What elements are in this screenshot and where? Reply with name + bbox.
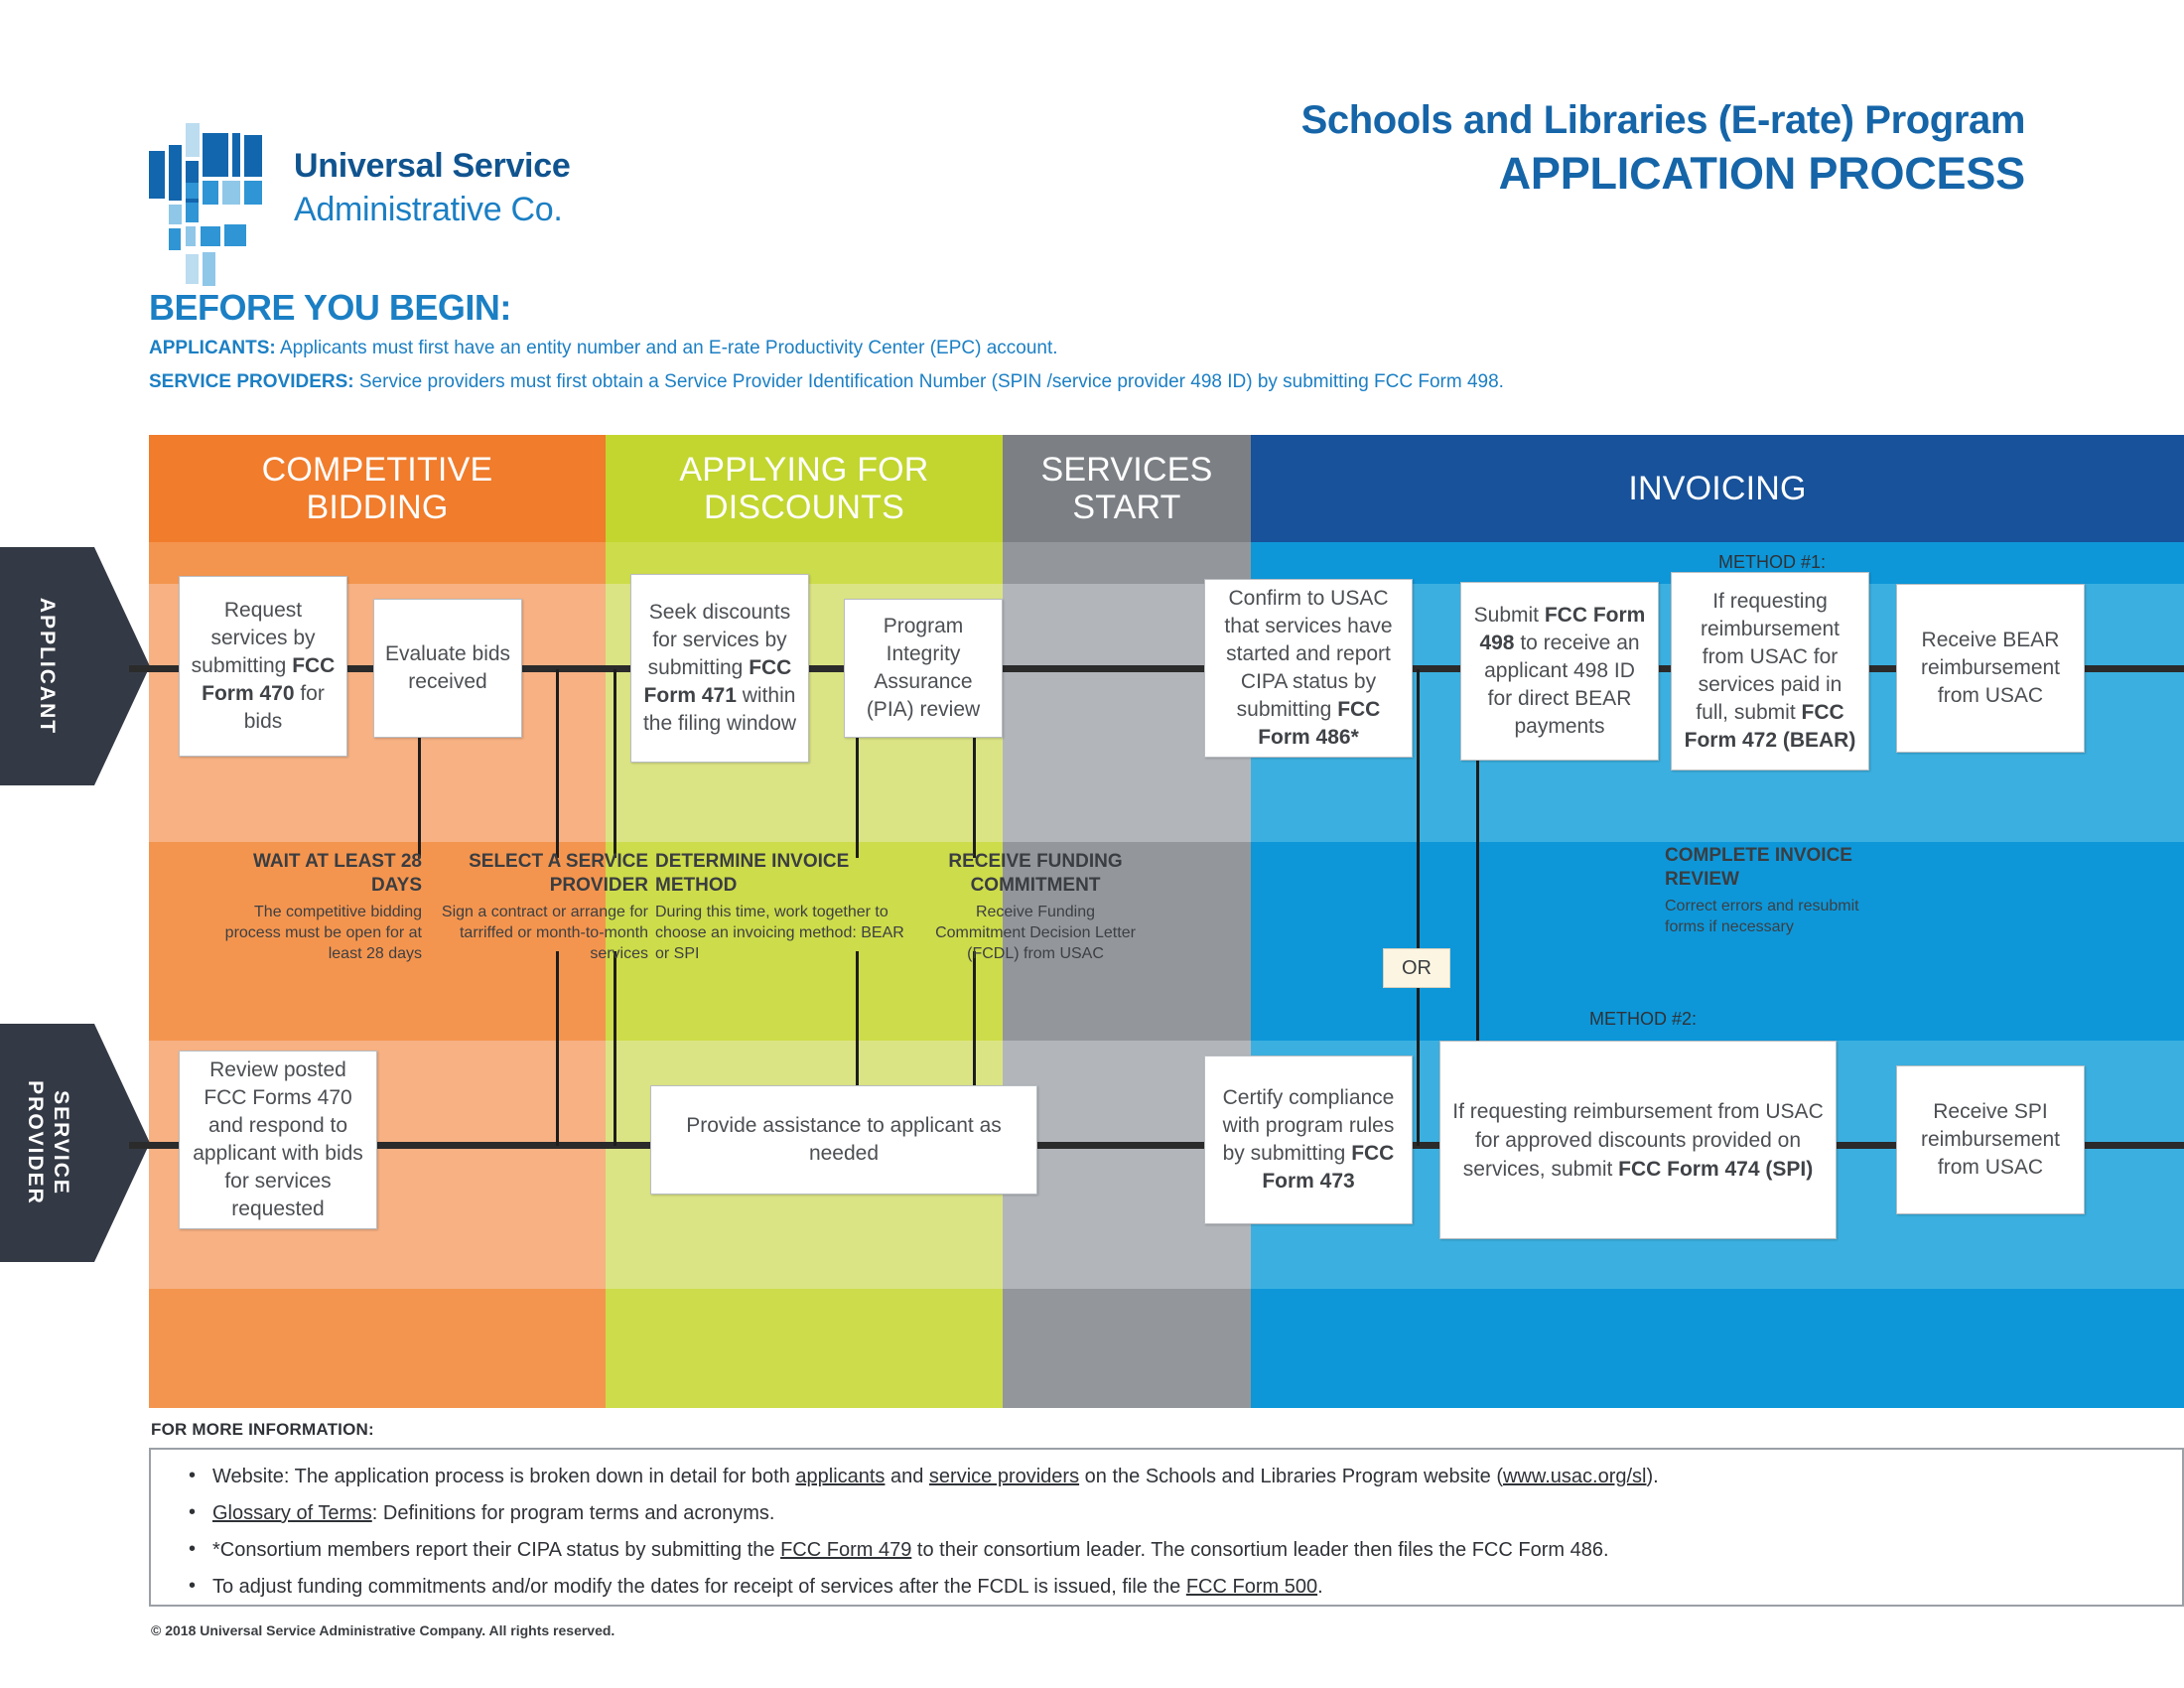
form-name: FCC Form 471 bbox=[643, 656, 792, 707]
box-text: Receive SPI reimbursement from USAC bbox=[1920, 1100, 2061, 1179]
flow-box-provider-form473[interactable] bbox=[1204, 1055, 1413, 1224]
form-name: FCC Form 472 (BEAR) bbox=[1684, 701, 1856, 752]
box-text: Seek discounts for services by submitting FCC Form 471 within the filing window bbox=[642, 601, 797, 735]
flow-connector-vertical bbox=[556, 951, 559, 1146]
phase-header-invoicing bbox=[1251, 435, 2184, 542]
process-note-invrev bbox=[1665, 844, 1863, 937]
or-connector-badge: OR bbox=[1383, 948, 1450, 988]
flow-box-applicant-form471[interactable] bbox=[630, 574, 809, 763]
before-you-begin-heading: BEFORE YOU BEGIN: bbox=[149, 287, 511, 328]
logo-line-1: Universal Service bbox=[294, 147, 571, 185]
lane-arrow-service-provider bbox=[0, 1024, 94, 1262]
logo-tile bbox=[224, 224, 246, 246]
process-note-invmeth bbox=[655, 850, 913, 964]
flow-box-applicant-evaluate[interactable] bbox=[373, 599, 522, 738]
phase-header-applying bbox=[606, 435, 1003, 542]
flow-connector-horizontal bbox=[129, 1142, 2184, 1149]
flow-connector-vertical bbox=[1417, 852, 1420, 1146]
more-info-item-4[interactable]: • To adjust funding commitments and/or modify the dates for receipt of services after the FCDL is issued, file the FCC Form 500. bbox=[151, 1574, 2182, 1600]
note-body: During this time, work together to choose an invoicing method: BEAR or SPI bbox=[655, 904, 904, 962]
process-flow-chart bbox=[149, 435, 2184, 1408]
lane-label-text: APPLICANT bbox=[36, 597, 60, 736]
lane-arrow-applicant bbox=[0, 547, 94, 785]
logo-tile bbox=[186, 183, 199, 199]
method-1-label: METHOD #1: bbox=[1717, 552, 1827, 572]
logo-tile bbox=[201, 226, 220, 246]
providers-prereq bbox=[149, 367, 1504, 397]
column-band bbox=[1251, 1289, 2184, 1408]
usac-logo-text bbox=[294, 144, 570, 231]
title-subtitle: Schools and Libraries (E-rate) Program bbox=[1300, 98, 2025, 142]
phase-title-line1: SERVICES bbox=[1040, 451, 1213, 489]
logo-tile bbox=[232, 133, 240, 177]
logo-tile bbox=[186, 254, 199, 284]
box-text: Provide assistance to applicant as needed bbox=[686, 1114, 1002, 1165]
column-band bbox=[1003, 1289, 1251, 1408]
phase-title-line2: DISCOUNTS bbox=[703, 489, 905, 526]
process-note-wait28 bbox=[208, 850, 422, 964]
logo-tile bbox=[244, 181, 262, 205]
page-header bbox=[0, 0, 2184, 288]
box-text: If requesting reimbursement from USAC for services paid in full, submit FCC Form 472 (BEAR) bbox=[1684, 590, 1856, 752]
flow-connector-vertical bbox=[614, 669, 616, 858]
copyright-notice: © 2018 Universal Service Administrative Company. All rights reserved. bbox=[151, 1622, 615, 1638]
title-main: APPLICATION PROCESS bbox=[1498, 148, 2025, 199]
flow-box-applicant-bear_rcv[interactable] bbox=[1896, 584, 2085, 753]
more-info-box bbox=[149, 1448, 2184, 1607]
note-heading: RECEIVE FUNDING COMMITMENT bbox=[948, 851, 1123, 896]
note-heading: WAIT AT LEAST 28 DAYS bbox=[253, 851, 422, 896]
before-you-begin-section bbox=[149, 286, 1504, 397]
flow-box-applicant-form498[interactable] bbox=[1460, 582, 1659, 761]
phase-title-line1: INVOICING bbox=[1628, 470, 1807, 507]
flow-box-provider-spi_rcv[interactable] bbox=[1896, 1065, 2085, 1214]
flow-box-provider-assist[interactable] bbox=[650, 1085, 1037, 1195]
lane-label bbox=[0, 547, 94, 785]
logo-tile bbox=[203, 181, 218, 205]
note-body: The competitive bidding process must be open for at least 28 days bbox=[224, 904, 422, 962]
column-band bbox=[1003, 542, 1251, 584]
note-body: Correct errors and resubmit forms if necessary bbox=[1665, 898, 1859, 935]
logo-tile bbox=[222, 181, 240, 205]
flow-box-applicant-form486[interactable] bbox=[1204, 579, 1413, 758]
more-info-list bbox=[151, 1464, 2182, 1600]
flow-box-applicant-form472[interactable] bbox=[1671, 572, 1869, 771]
logo-tile bbox=[169, 228, 181, 250]
logo-tile bbox=[169, 145, 182, 201]
phase-title-line1: APPLYING FOR bbox=[679, 451, 929, 489]
box-text: Evaluate bids received bbox=[384, 642, 511, 693]
method-2-label: METHOD #2: bbox=[1588, 1009, 1698, 1029]
more-info-item-3[interactable]: • *Consortium members report their CIPA status by submitting the FCC Form 479 to their consortium leader. The consortium leader then files the FCC Form 486. bbox=[151, 1537, 2182, 1563]
flow-connector-vertical bbox=[614, 951, 616, 1146]
flow-connector-vertical bbox=[1417, 669, 1420, 858]
note-heading: DETERMINE INVOICE METHOD bbox=[655, 851, 850, 896]
flow-box-applicant-form470[interactable] bbox=[179, 576, 347, 757]
form-name: FCC Form 474 (SPI) bbox=[1618, 1157, 1814, 1181]
logo-tile bbox=[186, 123, 200, 157]
column-band bbox=[149, 1289, 606, 1408]
box-text: If requesting reimbursement from USAC for approved discounts provided on services, submit FCC Form 474 (SPI) bbox=[1452, 1099, 1824, 1181]
process-note-selectsp bbox=[435, 850, 648, 964]
applicants-text: Applicants must first have an entity number and an E-rate Productivity Center (EPC) account. bbox=[275, 338, 1058, 358]
logo-tile bbox=[203, 252, 215, 286]
lane-label-text: SERVICE PROVIDER bbox=[23, 1080, 72, 1205]
phase-header-services bbox=[1003, 435, 1251, 542]
note-body: Receive Funding Commitment Decision Letter (FCDL) from USAC bbox=[935, 904, 1136, 962]
box-text: Review posted FCC Forms 470 and respond to applicant with bids for services requested bbox=[193, 1058, 363, 1220]
logo-tile bbox=[169, 205, 182, 224]
more-info-heading: FOR MORE INFORMATION: bbox=[151, 1420, 374, 1439]
box-text: Program Integrity Assurance (PIA) review bbox=[866, 615, 981, 721]
more-info-item-2[interactable]: • Glossary of Terms: Definitions for program terms and acronyms. bbox=[151, 1500, 2182, 1526]
flow-box-applicant-pia[interactable] bbox=[844, 599, 1003, 738]
phase-title-line2: BIDDING bbox=[306, 489, 449, 526]
logo-tile bbox=[149, 151, 165, 199]
phase-header-bidding bbox=[149, 435, 606, 542]
logo-line-2: Administrative Co. bbox=[294, 191, 563, 228]
flow-box-provider-form474[interactable] bbox=[1439, 1041, 1837, 1239]
box-text: Confirm to USAC that services have started and report CIPA status by submitting FCC Form 486* bbox=[1224, 587, 1393, 749]
note-heading: COMPLETE INVOICE REVIEW bbox=[1665, 845, 1852, 890]
form-name: FCC Form 486* bbox=[1258, 698, 1381, 749]
note-body: Sign a contract or arrange for tarriffed or month-to-month services bbox=[441, 904, 648, 962]
logo-tile bbox=[186, 203, 199, 222]
box-text: Certify compliance with program rules by submitting FCC Form 473 bbox=[1222, 1086, 1395, 1193]
logo-tile bbox=[186, 226, 196, 246]
box-text: Submit FCC Form 498 to receive an applicant 498 ID for direct BEAR payments bbox=[1473, 604, 1646, 738]
logo-tile bbox=[244, 135, 262, 177]
usac-logo-icon bbox=[149, 109, 278, 258]
box-text: Request services by submitting FCC Form 470 for bids bbox=[191, 599, 336, 733]
lane-label bbox=[0, 1024, 94, 1262]
providers-text: Service providers must first obtain a Service Provider Identification Number (SPIN /service provider 498 ID) by submitting FCC Form 498. bbox=[353, 371, 1504, 392]
form-name: FCC Form 470 bbox=[202, 654, 336, 705]
more-info-item-1[interactable]: • Website: The application process is broken down in detail for both applicants and service providers on the Schools and Libraries Program website (www.usac.org/sl). bbox=[151, 1464, 2182, 1489]
note-heading: SELECT A SERVICE PROVIDER bbox=[469, 851, 648, 896]
form-name: FCC Form 473 bbox=[1262, 1142, 1395, 1193]
applicants-label: APPLICANTS: bbox=[149, 338, 276, 358]
form-name: FCC Form 498 bbox=[1479, 604, 1646, 654]
phase-title-line1: COMPETITIVE bbox=[261, 451, 493, 489]
box-text: Receive BEAR reimbursement from USAC bbox=[1920, 629, 2061, 707]
flow-connector-vertical bbox=[556, 669, 559, 858]
applicants-prereq bbox=[149, 334, 1504, 363]
flow-box-provider-review470[interactable] bbox=[179, 1051, 377, 1229]
logo-tile bbox=[203, 133, 228, 177]
process-note-fundcom bbox=[931, 850, 1140, 964]
column-band bbox=[606, 1289, 1003, 1408]
phase-title-line2: START bbox=[1072, 489, 1181, 526]
providers-label: SERVICE PROVIDERS: bbox=[149, 371, 354, 392]
page-title bbox=[1301, 94, 2025, 202]
